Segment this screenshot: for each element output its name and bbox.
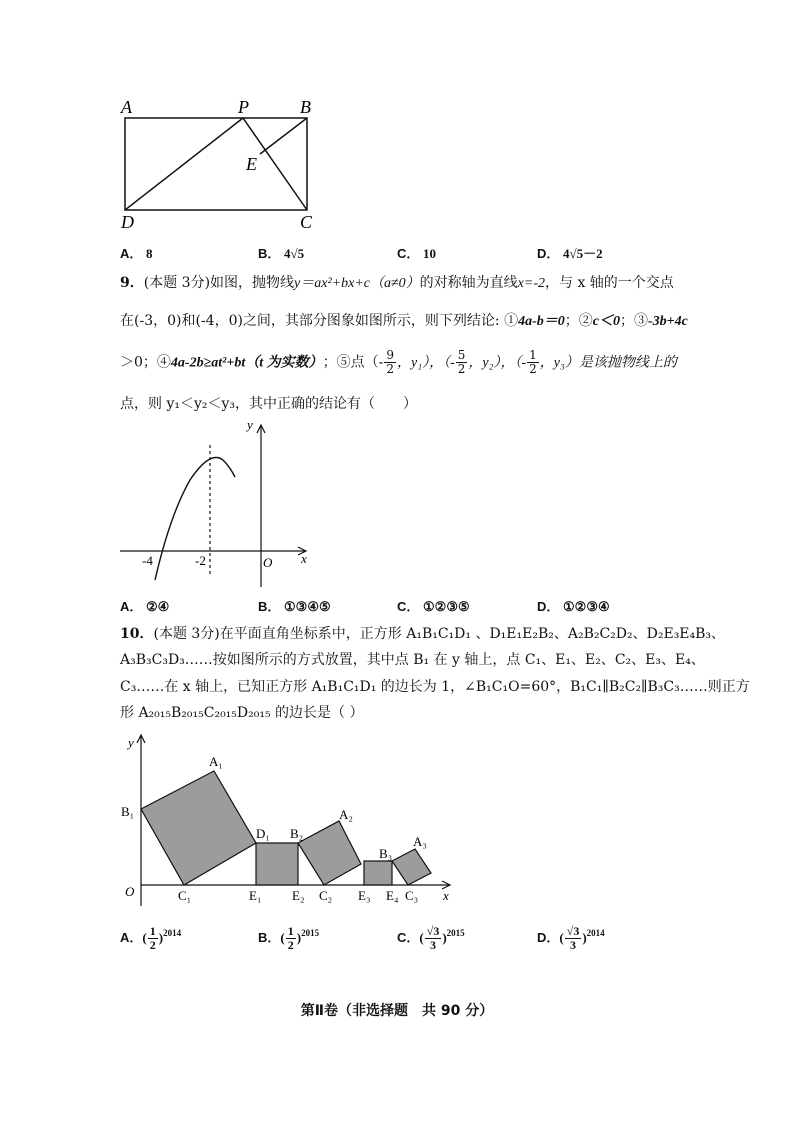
- q9-option-c[interactable]: C． ①②③⑤: [397, 599, 470, 614]
- q10-option-b[interactable]: B．( $\frac{1}{2}$ )$^{2015}$: [258, 924, 320, 952]
- q10-option-a[interactable]: A．( $\frac{1}{2}$ )$^{2014}$: [120, 924, 182, 952]
- q10-option-d[interactable]: D．( $\frac{√3}{3}$ )$^{2014}$: [537, 924, 605, 952]
- q8-option-c[interactable]: C． 10: [397, 246, 437, 261]
- label-a: A: [121, 97, 132, 117]
- label-c3: C₃: [405, 888, 419, 903]
- parabola-graph: [115, 415, 315, 595]
- q9-line-1: 9．(本题 3分)如图，抛物线y＝ax²+bx+c（a≠0）的对称轴为直线x=-2，与 x 轴的一个交点: [120, 275, 674, 291]
- q10-line-2: A₃B₃C₃D₃……按如图所示的方式放置，其中点 B₁ 在 y 轴上，点 C₁、E₁、E₂、C₂、E₃、E₄、: [120, 652, 705, 668]
- q9-option-a[interactable]: A． ②④: [120, 599, 170, 614]
- label-p: P: [238, 97, 249, 117]
- q9-option-b[interactable]: B． ①③④⑤: [258, 599, 331, 614]
- q9-line-2: 在(-3，0)和(-4，0)之间，其部分图象如图所示，则下列结论: ①4a-b＝0；②c＜0；③-3b+4c: [120, 313, 688, 329]
- squares-graph: [115, 730, 465, 910]
- q8-option-b[interactable]: B． 4√5: [258, 246, 305, 261]
- q9-tick-neg2: -2: [195, 553, 206, 568]
- label-c1: C₁: [178, 888, 192, 903]
- q8-option-a[interactable]: A． 8: [120, 246, 153, 261]
- label-c2: C₂: [319, 888, 333, 903]
- q9-line-3: ＞0；④4a-2b≥at²+bt（t 为实数）；⑤点（- $\frac{9}{2}$ ，y₁），（- $\frac{5}{2}$ ，y₂），（- $\frac{1}{2}$ ，y₃）是该抛物线上的: [120, 348, 677, 376]
- q9-line-4: 点，则 y₁＜y₂＜y₃，其中正确的结论有（ ）: [120, 396, 418, 412]
- label-d: D: [121, 212, 134, 232]
- label-e2: E₂: [292, 888, 305, 903]
- label-e: E: [246, 154, 257, 174]
- q10-origin-label: O: [125, 884, 135, 899]
- q10-line-3: C₃……在 x 轴上，已知正方形 A₁B₁C₁D₁ 的边长为 1，∠B₁C₁O=60°，B₁C₁∥B₂C₂∥B₃C₃……则正方: [120, 679, 750, 695]
- label-e4: E₄: [386, 888, 399, 903]
- rectangle-figure: [110, 92, 330, 237]
- label-e3: E₃: [358, 888, 371, 903]
- label-a3: A₃: [413, 834, 427, 849]
- q10-line-4: 形 A₂₀₁₅B₂₀₁₅C₂₀₁₅D₂₀₁₅ 的边长是（ ）: [120, 705, 364, 721]
- q10-line-1: 10．(本题 3分)在平面直角坐标系中，正方形 A₁B₁C₁D₁ 、D₁E₁E₂B₂、A₂B₂C₂D₂、D₂E₃E₄B₃、: [120, 626, 726, 642]
- label-b1: B₁: [121, 804, 135, 819]
- q8-option-d[interactable]: D． 4√5－2: [537, 246, 603, 261]
- q9-option-d[interactable]: D． ①②③④: [537, 599, 610, 614]
- label-e1: E₁: [249, 888, 262, 903]
- label-a1: A₁: [209, 754, 223, 769]
- q10-y-label: y: [128, 735, 134, 750]
- label-d1: D₁: [256, 826, 270, 841]
- q9-x-label: x: [301, 551, 307, 566]
- section-title: 第Ⅱ卷（非选择题 共 90 分）: [300, 1003, 494, 1019]
- q9-y-label: y: [247, 417, 253, 432]
- label-a2: A₂: [339, 807, 353, 822]
- label-b: B: [300, 97, 311, 117]
- label-c: C: [300, 212, 313, 232]
- label-b2: B₂: [290, 826, 304, 841]
- q9-tick-neg4: -4: [142, 553, 153, 568]
- q9-origin-label: O: [263, 555, 273, 570]
- label-b3: B₃: [379, 846, 393, 861]
- q10-option-c[interactable]: C．( $\frac{√3}{3}$ )$^{2015}$: [397, 924, 465, 952]
- q10-x-label: x: [443, 888, 449, 903]
